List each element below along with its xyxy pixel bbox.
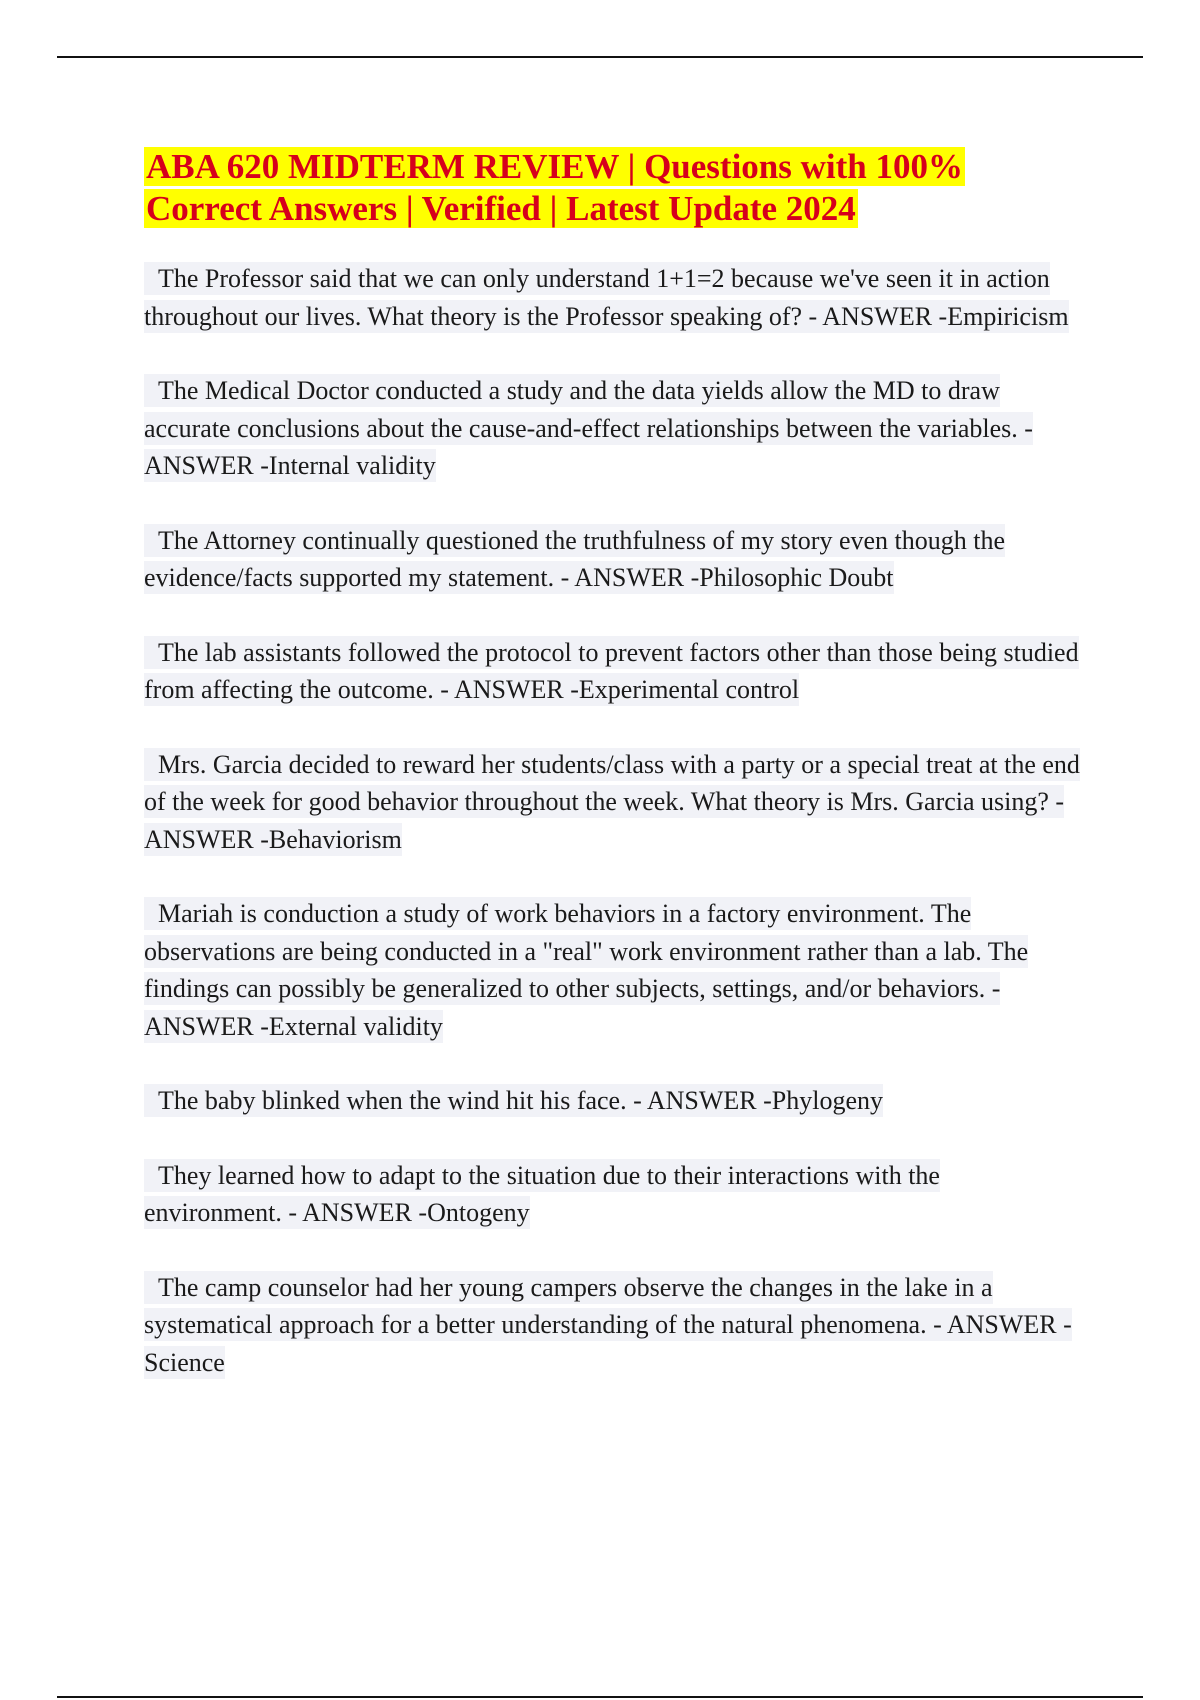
qa-item [144, 1269, 1084, 1382]
qa-item-text: The baby blinked when the wind hit his face. - ANSWER -Phylogeny [158, 1086, 883, 1115]
qa-item [144, 895, 1084, 1045]
page-title [144, 146, 1084, 230]
qa-item-text: They learned how to adapt to the situation due to their interactions with the environment. - ANSWER -Ontogeny [144, 1160, 940, 1227]
qa-item-text: The Attorney continually questioned the truthfulness of my story even though the evidence/facts supported my statement. - ANSWER -Philosophic Doubt [144, 525, 1006, 592]
qa-item [144, 746, 1084, 859]
qa-item-text: The lab assistants followed the protocol to prevent factors other than those being studied from affecting the outcome. - ANSWER -Experimental control [144, 637, 1079, 704]
page-title-text: ABA 620 MIDTERM REVIEW | Questions with 100% Correct Answers | Verified | Latest Update 2024 [146, 147, 964, 228]
document-body [144, 146, 1084, 1418]
qa-item-text: The camp counselor had her young campers observe the changes in the lake in a systematical approach for a better understanding of the natural phenomena. - ANSWER -Science [144, 1272, 1072, 1377]
qa-item [144, 1082, 1084, 1120]
qa-item [144, 1157, 1084, 1232]
qa-item-text: The Medical Doctor conducted a study and the data yields allow the MD to draw accurate conclusions about the cause-and-effect relationships between the variables. - ANSWER -Internal validity [144, 376, 1033, 480]
qa-item-text: Mariah is conduction a study of work behaviors in a factory environment. The observations are being conducted in a "real" work environment rather than a lab. The findings can possibly be generalized to other subjects, settings, and/or behaviors. - ANSWER -External validity [144, 899, 1029, 1041]
qa-item-text: Mrs. Garcia decided to reward her students/class with a party or a special treat at the end of the week for good behavior throughout the week. What theory is Mrs. Garcia using? - ANSWER -Behaviorism [144, 749, 1080, 854]
qa-item [144, 372, 1084, 485]
qa-item [144, 260, 1084, 335]
qa-list [144, 260, 1084, 1381]
header-rule [57, 56, 1143, 58]
qa-item [144, 634, 1084, 709]
footer-rule [57, 1696, 1143, 1698]
qa-item [144, 522, 1084, 597]
qa-item-text: The Professor said that we can only understand 1+1=2 because we've seen it in action throughout our lives. What theory is the Professor speaking of? - ANSWER -Empiricism [144, 264, 1069, 331]
